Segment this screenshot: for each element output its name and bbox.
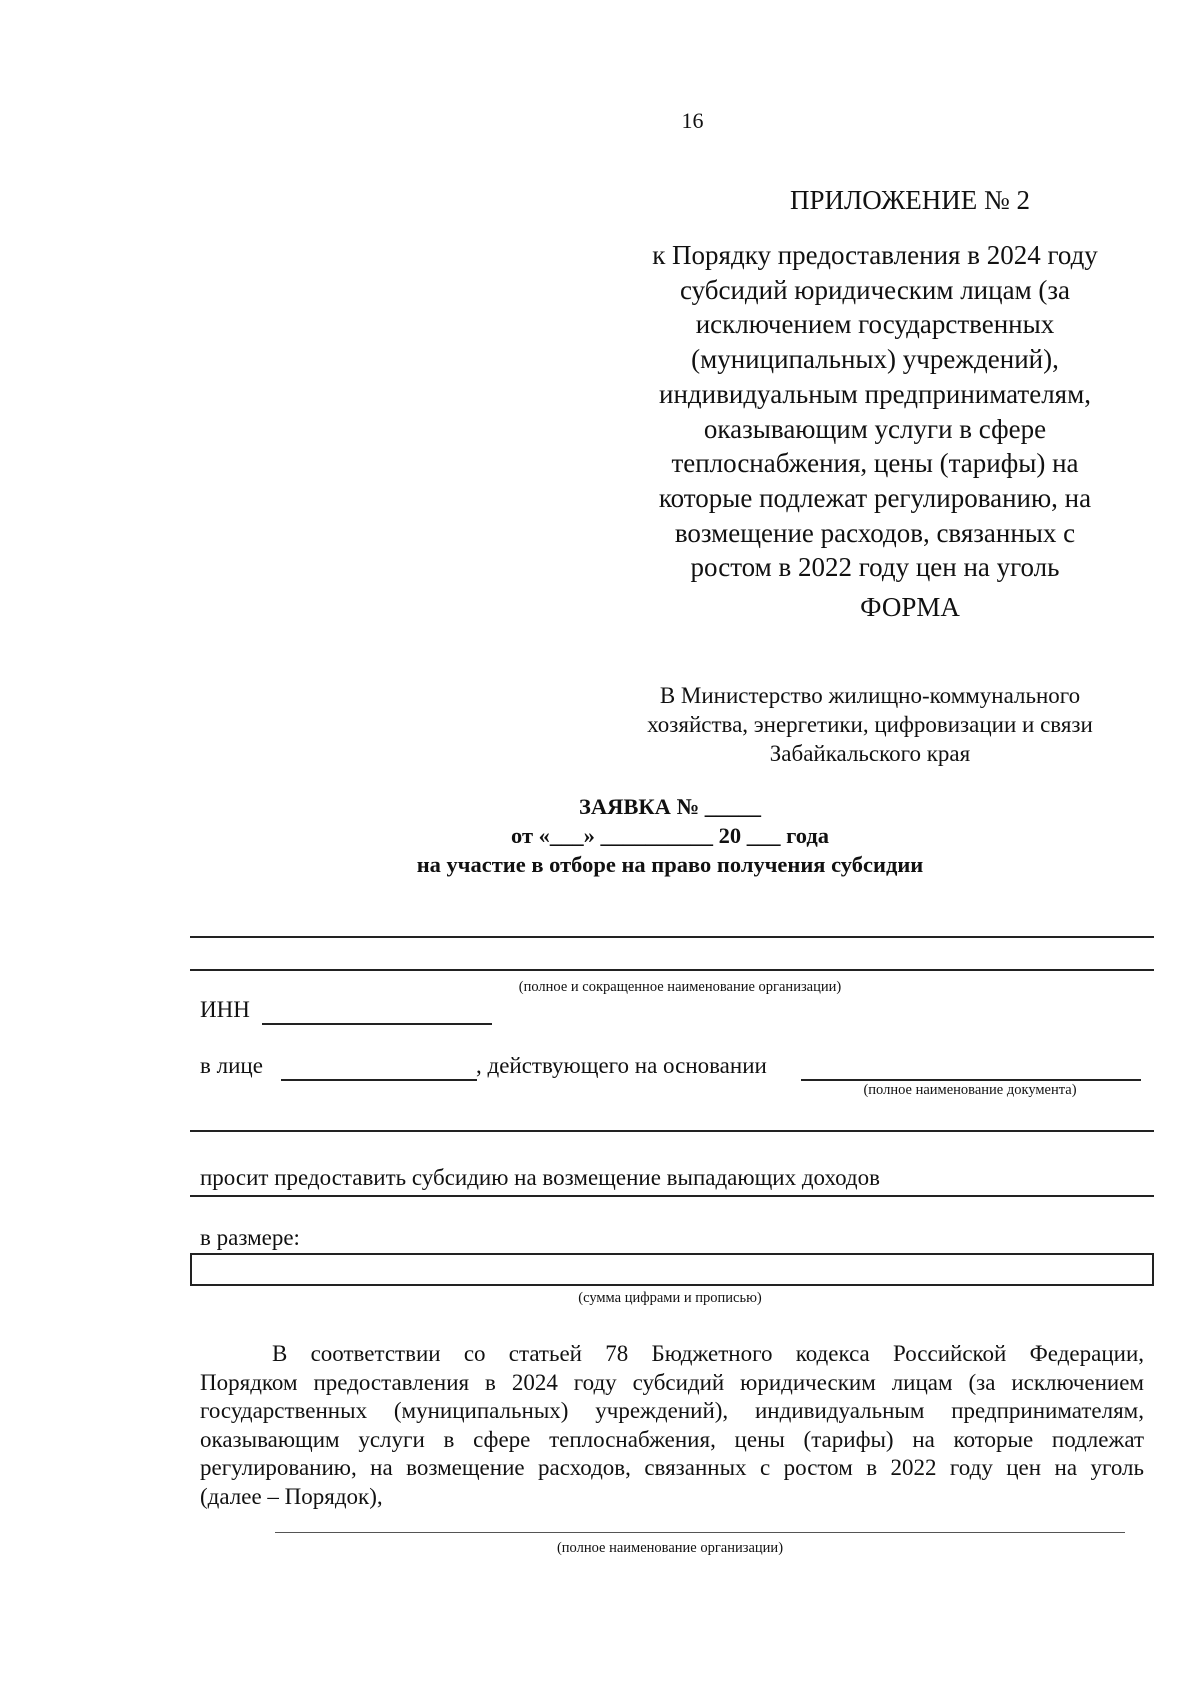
appendix-title: ПРИЛОЖЕНИЕ № 2 xyxy=(789,185,1031,215)
inn-input-line[interactable] xyxy=(262,1023,492,1025)
document-caption: (полное наименование документа) xyxy=(863,1082,1077,1098)
bottom-org-name-line[interactable] xyxy=(275,1532,1125,1533)
page-number: 16 xyxy=(681,108,704,133)
application-heading xyxy=(400,792,940,879)
application-purpose: на участие в отборе на право получения субсидии xyxy=(416,852,924,877)
appendix-line: которые подлежат регулированию, на xyxy=(658,482,1092,513)
amount-label: в размере: xyxy=(200,1225,300,1250)
basis-label: , действующего на основании xyxy=(476,1053,767,1078)
amount-input-box[interactable] xyxy=(190,1253,1154,1286)
body-line: оказывающим услуги в сфере теплоснабжения, цены (тарифы) на которые подлежат xyxy=(200,1426,1144,1452)
inn-label: ИНН xyxy=(200,997,250,1022)
addressee-block xyxy=(620,681,1120,768)
appendix-line: к Порядку предоставления в 2024 году xyxy=(652,240,1098,270)
bottom-org-caption: (полное наименование организации) xyxy=(556,1540,784,1556)
appendix-line: возмещение расходов, связанных с xyxy=(674,517,1076,548)
request-text: просит предоставить субсидию на возмещение выпадающих доходов xyxy=(200,1165,880,1190)
appendix-line: оказывающим услуги в сфере xyxy=(703,413,1047,444)
form-label: ФОРМА xyxy=(860,592,960,622)
appendix-line: теплоснабжения, цены (тарифы) на xyxy=(671,448,1079,479)
appendix-line: ростом в 2022 году цен на уголь xyxy=(690,552,1060,583)
appendix-description xyxy=(620,238,1130,585)
appendix-line: (муниципальных) учреждений), xyxy=(691,344,1059,375)
application-date: от «___» __________ 20 ___ года xyxy=(510,823,830,848)
application-number: ЗАЯВКА № _____ xyxy=(578,794,762,819)
body-line: государственных (муниципальных) учреждений), индивидуальным предпринимателям, xyxy=(200,1398,1144,1424)
body-line: Порядком предоставления в 2024 году субсидий юридическим лицам (за исключением xyxy=(200,1369,1144,1395)
basis-document-line[interactable] xyxy=(801,1079,1141,1081)
appendix-line: индивидуальным предпринимателям, xyxy=(659,378,1091,409)
request-underline xyxy=(190,1195,1154,1197)
org-name-line-2[interactable] xyxy=(190,969,1154,971)
amount-caption: (сумма цифрами и прописью) xyxy=(578,1290,762,1306)
appendix-line: исключением государственных xyxy=(695,309,1055,340)
appendix-line: субсидий юридическим лицам (за xyxy=(679,274,1071,305)
basis-continuation-line[interactable] xyxy=(190,1130,1154,1132)
body-paragraph xyxy=(200,1340,1144,1512)
body-line: В соответствии со статьей 78 Бюджетного кодекса Российской Федерации, xyxy=(272,1341,1144,1366)
addressee-line: В Министерство жилищно-коммунального xyxy=(659,683,1081,708)
person-input-line[interactable] xyxy=(281,1079,477,1081)
body-line: (далее – Порядок), xyxy=(200,1483,383,1509)
person-label: в лице xyxy=(200,1053,263,1078)
addressee-line: хозяйства, энергетики, цифровизации и связи xyxy=(647,712,1093,737)
org-name-caption: (полное и сокращенное наименование организации) xyxy=(518,979,842,995)
body-line: регулированию, на возмещение расходов, связанных с ростом в 2022 году цен на уголь xyxy=(200,1455,1144,1481)
addressee-line: Забайкальского края xyxy=(769,741,971,766)
org-name-line-1[interactable] xyxy=(190,936,1154,938)
